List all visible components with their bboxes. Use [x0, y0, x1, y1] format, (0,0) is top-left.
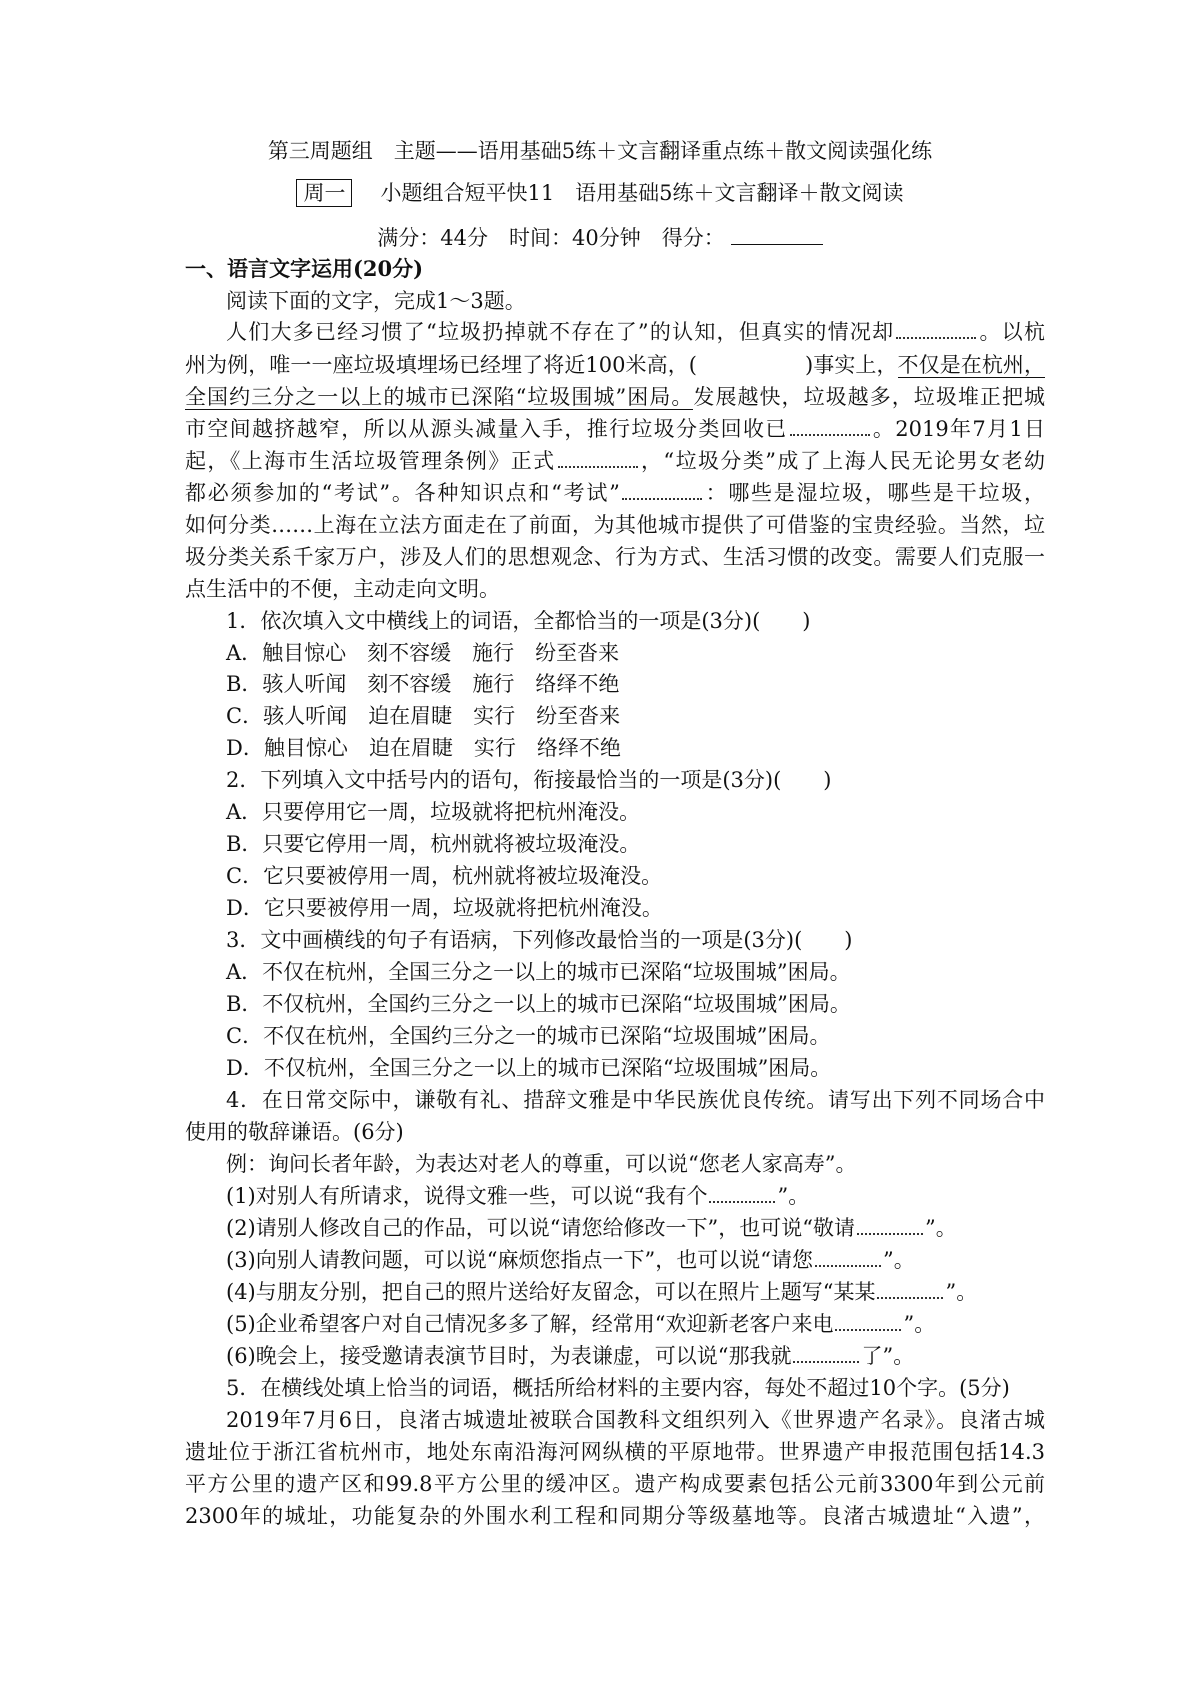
passage-line-9: 点生活中的不便，主动走向文明。	[185, 577, 500, 601]
question-4-item-3	[226, 1245, 915, 1275]
passage-line-6	[185, 478, 1045, 508]
passage-line-7: 如何分类……上海在立法方面走在了前面，为其他城市提供了可借鉴的宝贵经验。当然，垃	[185, 513, 1045, 537]
question-4-item-2	[226, 1213, 957, 1243]
fill-blank	[857, 1213, 923, 1235]
question-3-option-a: A．不仅在杭州，全国三分之一以上的城市已深陷“垃圾围城”困局。	[226, 960, 851, 984]
text-span: ”。	[903, 1312, 936, 1336]
underlined-sentence: 全国约三分之一以上的城市已深陷“垃圾围城”困局。	[185, 385, 694, 409]
question-3-option-c: C．不仅在杭州，全国约三分之一的城市已深陷“垃圾围城”困局。	[226, 1024, 831, 1048]
fill-blank	[709, 1181, 775, 1203]
text-span: 。以杭	[978, 320, 1045, 344]
text-span: 了”。	[861, 1344, 915, 1368]
text-span: (4)与朋友分别，把自己的照片送给好友留念，可以在照片上题写“某某	[226, 1280, 876, 1304]
question-2-option-a: A．只要停用它一周，垃圾就将把杭州淹没。	[226, 800, 641, 824]
score-line	[0, 223, 1200, 253]
passage-line-2	[185, 350, 1045, 380]
question-3-option-d: D．不仅杭州，全国三分之一以上的城市已深陷“垃圾围城”困局。	[226, 1056, 832, 1080]
question-2-option-d: D．它只要被停用一周，垃圾就将把杭州淹没。	[226, 896, 663, 920]
section-intro: 阅读下面的文字，完成1～3题。	[226, 289, 526, 313]
question-4-example: 例：询问长者年龄，为表达对老人的尊重，可以说“您老人家高寿”。	[226, 1152, 857, 1176]
subtitle: 小题组合短平快11 语用基础5练＋文言翻译＋散文阅读	[380, 181, 904, 205]
text-span: 州为例，唯一一座垃圾填埋场已经埋了将近100米高，(	[185, 353, 697, 377]
text-span: ”。	[945, 1280, 978, 1304]
score-text: 满分：44分 时间：40分钟 得分：	[377, 226, 725, 250]
fill-blank	[877, 1277, 943, 1299]
question-3-stem: 3．文中画横线的句子有语病，下列修改最恰当的一项是(3分)( )	[226, 928, 853, 952]
question-3-option-b: B．不仅杭州，全国约三分之一以上的城市已深陷“垃圾围城”困局。	[226, 992, 851, 1016]
text-span: ，“垃圾分类”成了上海人民无论男女老幼	[639, 449, 1045, 473]
text-span: 。2019年7月1日	[871, 417, 1046, 441]
passage-line-8: 圾分类关系千家万户，涉及人们的思想观念、行为方式、生活习惯的改变。需要人们克服一	[185, 545, 1045, 569]
underlined-sentence: 不仅是在杭州，	[897, 353, 1045, 377]
question-4-stem-1: 4．在日常交际中，谦敬有礼、措辞文雅是中华民族优良传统。请写出下列不同场合中	[226, 1088, 1045, 1112]
subtitle-line	[0, 178, 1200, 208]
fill-blank	[790, 414, 870, 436]
text-span: ”。	[882, 1248, 915, 1272]
text-span: (6)晚会上，接受邀请表演节目时，为表谦虚，可以说“那我就	[226, 1344, 792, 1368]
fill-blank	[558, 446, 638, 468]
question-4-item-1	[226, 1181, 809, 1211]
question-4-item-6	[226, 1341, 914, 1371]
question-1-option-b: B．骇人听闻 刻不容缓 施行 络绎不绝	[226, 672, 620, 696]
question-1-option-a: A．触目惊心 刻不容缓 施行 纷至沓来	[226, 641, 620, 665]
fill-blank	[896, 317, 976, 339]
text-span: (1)对别人有所请求，说得文雅一些，可以说“我有个	[226, 1184, 708, 1208]
text-span: 市空间越挤越窄，所以从源头减量入手，推行垃圾分类回收已	[185, 417, 788, 441]
text-span: ：哪些是湿垃圾，哪些是干垃圾，	[703, 481, 1045, 505]
fill-blank	[622, 478, 702, 500]
question-1-stem: 1．依次填入文中横线上的词语，全都恰当的一项是(3分)( )	[226, 609, 811, 633]
text-span: 发展越快，垃圾越多，垃圾堆正把城	[693, 385, 1045, 409]
text-span: ”。	[924, 1216, 957, 1240]
text-span: ”。	[777, 1184, 810, 1208]
question-4-stem-2: 使用的敬辞谦语。(6分)	[185, 1120, 404, 1144]
material-line-1: 2019年7月6日，良渚古城遗址被联合国教科文组织列入《世界遗产名录》。良渚古城	[226, 1408, 1045, 1432]
text-span: 都必须参加的“考试”。各种知识点和“考试”	[185, 481, 620, 505]
passage-line-1	[226, 317, 1045, 347]
text-span: 人们大多已经习惯了“垃圾扔掉就不存在了”的认知，但真实的情况却	[226, 320, 895, 344]
passage-line-3	[185, 382, 1045, 412]
text-span: (5)企业希望客户对自己情况多多了解，经常用“欢迎新老客户来电	[226, 1312, 834, 1336]
fill-blank	[815, 1245, 881, 1267]
material-line-4: 2300年的城址，功能复杂的外围水利工程和同期分等级墓地等。良渚古城遗址“入遗”，	[185, 1504, 1045, 1528]
question-2-stem: 2．下列填入文中括号内的语句，衔接最恰当的一项是(3分)( )	[226, 768, 832, 792]
section-heading: 一、语言文字运用(20分)	[185, 256, 424, 281]
page-title: 第三周题组 主题——语用基础5练＋文言翻译重点练＋散文阅读强化练	[267, 139, 933, 163]
fill-blank	[835, 1309, 901, 1331]
passage-line-5	[185, 446, 1045, 476]
passage-line-4	[185, 414, 1045, 444]
text-span: (2)请别人修改自己的作品，可以说“请您给修改一下”，也可说“敬请	[226, 1216, 855, 1240]
fill-blank	[793, 1341, 859, 1363]
question-1-option-c: C．骇人听闻 迫在眉睫 实行 纷至沓来	[226, 704, 621, 728]
text-span: )事实上，	[804, 353, 898, 377]
day-box: 周一	[296, 179, 352, 207]
material-line-3: 平方公里的遗产区和99.8平方公里的缓冲区。遗产构成要素包括公元前3300年到公元前	[185, 1472, 1045, 1496]
question-5-stem: 5．在横线处填上恰当的词语，概括所给材料的主要内容，每处不超过10个字。(5分)	[226, 1376, 1010, 1400]
material-line-2: 遗址位于浙江省杭州市，地处东南沿海河网纵横的平原地带。世界遗产申报范围包括14.3	[185, 1440, 1045, 1464]
text-span: 起，《上海市生活垃圾管理条例》正式	[185, 449, 556, 473]
question-4-item-4	[226, 1277, 977, 1307]
question-2-option-b: B．只要它停用一周，杭州就将被垃圾淹没。	[226, 832, 641, 856]
question-4-item-5	[226, 1309, 935, 1339]
text-span: (3)向别人请教问题，可以说“麻烦您指点一下”，也可以说“请您	[226, 1248, 813, 1272]
question-1-option-d: D．触目惊心 迫在眉睫 实行 络绎不绝	[226, 736, 621, 760]
score-blank	[731, 224, 823, 245]
question-2-option-c: C．它只要被停用一周，杭州就将被垃圾淹没。	[226, 864, 663, 888]
